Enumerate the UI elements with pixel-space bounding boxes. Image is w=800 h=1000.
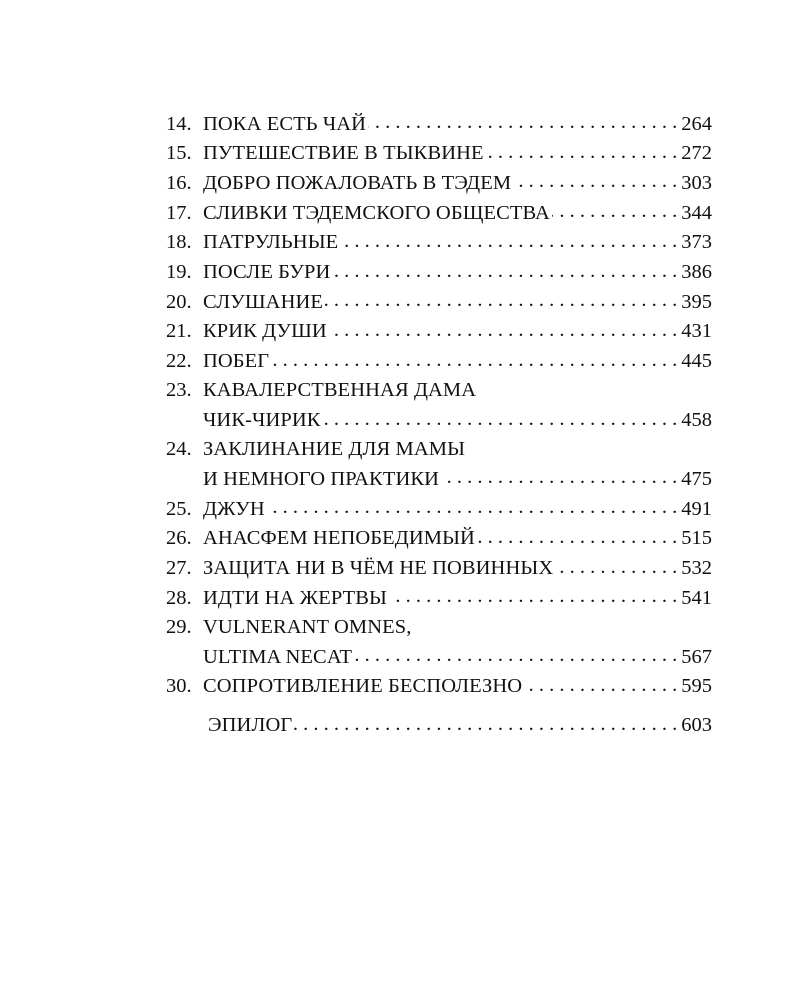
chapter-title-line-2: ЧИК-ЧИРИК (203, 409, 321, 432)
page-number: 603 (681, 714, 712, 737)
dot-leader (552, 198, 677, 219)
chapter-number: 24. (166, 438, 192, 461)
toc-entry[interactable] (166, 672, 712, 702)
chapter-title-line-1: VULNERANT OMNES, (203, 615, 412, 638)
toc-entry[interactable] (166, 376, 712, 435)
page-number: 532 (681, 557, 712, 580)
chapter-title: ИДТИ НА ЖЕРТВЫ (203, 586, 387, 609)
page-number: 431 (681, 320, 712, 343)
dot-leader (524, 672, 677, 693)
page-number: 386 (681, 261, 712, 284)
page-number: 445 (681, 350, 712, 373)
chapter-number: 15. (166, 142, 192, 165)
chapter-number: 18. (166, 231, 192, 254)
dot-leader (555, 554, 677, 575)
dot-leader (477, 524, 677, 545)
chapter-title: СЛИВКИ ТЭДЕМСКОГО ОБЩЕСТВА (203, 201, 550, 224)
dot-leader (486, 139, 678, 160)
toc-entry[interactable] (166, 139, 712, 169)
chapter-title: КРИК ДУШИ (203, 320, 327, 343)
page-number: 303 (681, 171, 712, 194)
dot-leader (294, 711, 677, 732)
chapter-title: ДОБРО ПОЖАЛОВАТЬ В ТЭДЕМ (203, 171, 512, 194)
page-number: 475 (681, 467, 712, 490)
table-of-contents (166, 109, 712, 740)
toc-entry[interactable] (166, 435, 712, 494)
chapter-title: ЗАЩИТА НИ В ЧЁМ НЕ ПОВИННЫХ (203, 557, 554, 580)
page-number: 515 (681, 527, 712, 550)
toc-entry[interactable] (166, 228, 712, 258)
dot-leader (441, 464, 677, 485)
dot-leader (389, 583, 677, 604)
dot-leader (323, 406, 678, 427)
page-number: 595 (681, 675, 712, 698)
toc-entry[interactable] (166, 168, 712, 198)
chapter-number: 27. (166, 557, 192, 580)
chapter-number: 30. (166, 675, 192, 698)
toc-entry[interactable] (166, 198, 712, 228)
toc-entry[interactable] (166, 583, 712, 613)
toc-entry[interactable] (166, 524, 712, 554)
chapter-title: ДЖУН (203, 497, 265, 520)
page-number: 541 (681, 586, 712, 609)
chapter-number: 20. (166, 290, 192, 313)
chapter-title-line-2: И НЕМНОГО ПРАКТИКИ (203, 467, 440, 490)
dot-leader (325, 287, 677, 308)
toc-entry[interactable] (166, 347, 712, 377)
epilog-title: ЭПИЛОГ (208, 714, 293, 737)
chapter-title-line-2: ULTIMA NECAT (203, 645, 353, 668)
toc-entry[interactable] (166, 554, 712, 584)
chapter-number: 21. (166, 320, 192, 343)
chapter-title-line-1: КАВАЛЕРСТВЕННАЯ ДАМА (203, 379, 477, 402)
page-number: 458 (681, 409, 712, 432)
toc-entry[interactable] (166, 287, 712, 317)
dot-leader (271, 347, 677, 368)
toc-entry-epilog[interactable] (166, 711, 712, 741)
toc-entry[interactable] (166, 494, 712, 524)
toc-entry[interactable] (166, 613, 712, 672)
chapter-number: 19. (166, 261, 192, 284)
chapter-number: 28. (166, 586, 192, 609)
chapter-title-line-1: ЗАКЛИНАНИЕ ДЛЯ МАМЫ (203, 438, 466, 461)
chapter-title: ПОСЛЕ БУРИ (203, 261, 331, 284)
chapter-number: 26. (166, 527, 192, 550)
chapter-title: СОПРОТИВЛЕНИЕ БЕСПОЛЕЗНО (203, 675, 523, 698)
dot-leader (332, 258, 677, 279)
chapter-title: ПАТРУЛЬНЫЕ (203, 231, 339, 254)
chapter-number: 22. (166, 350, 192, 373)
dot-leader (368, 109, 677, 130)
page-number: 344 (681, 201, 712, 224)
chapter-number: 23. (166, 379, 192, 402)
chapter-number: 16. (166, 171, 192, 194)
chapter-title: ПОБЕГ (203, 350, 270, 373)
page-number: 395 (681, 290, 712, 313)
toc-entry[interactable] (166, 317, 712, 347)
dot-leader (354, 642, 677, 663)
toc-entry[interactable] (166, 109, 712, 139)
page-number: 491 (681, 497, 712, 520)
chapter-number: 29. (166, 615, 192, 638)
chapter-number: 25. (166, 497, 192, 520)
page-number: 567 (681, 645, 712, 668)
dot-leader (340, 228, 677, 249)
chapter-title: ПУТЕШЕСТВИЕ В ТЫКВИНЕ (203, 142, 484, 165)
chapter-title: АНАСФЕМ НЕПОБЕДИМЫЙ (203, 527, 475, 550)
dot-leader (329, 317, 677, 338)
page-number: 272 (681, 142, 712, 165)
chapter-title: ПОКА ЕСТЬ ЧАЙ (203, 112, 367, 135)
page-number: 264 (681, 112, 712, 135)
dot-leader (267, 494, 677, 515)
chapter-number: 17. (166, 201, 192, 224)
toc-entry[interactable] (166, 258, 712, 288)
chapter-number: 14. (166, 112, 192, 135)
dot-leader (513, 168, 677, 189)
chapter-title: СЛУШАНИЕ (203, 290, 323, 313)
page-number: 373 (681, 231, 712, 254)
